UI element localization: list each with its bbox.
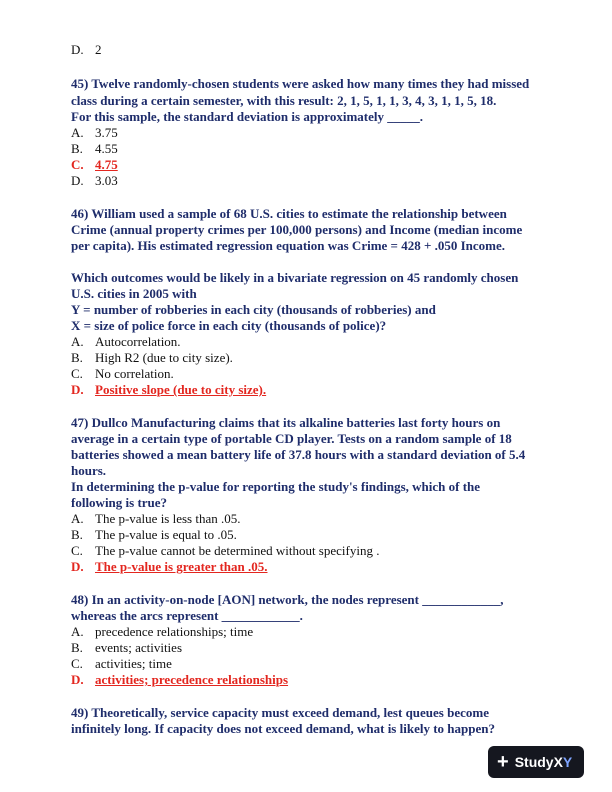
q45-stem-line: class during a certain semester, with this result: 2, 1, 5, 1, 1, 3, 4, 3, 1, 1, 5, 18. bbox=[71, 93, 497, 108]
q49-stem-line: infinitely long. If capacity does not exceed demand, what is likely to happen? bbox=[71, 721, 495, 736]
q46-stem-line: Crime (annual property crimes per 100,000 persons) and Income (median income bbox=[71, 222, 523, 237]
q45-option-d: D. 3.03 bbox=[71, 173, 118, 188]
q47-option-a: A. The p-value is less than .05. bbox=[71, 511, 241, 526]
q46-option-c: C. No correlation. bbox=[71, 366, 174, 381]
q45-option-b: B. 4.55 bbox=[71, 141, 118, 156]
q47-option-d-answer: D. The p-value is greater than .05. bbox=[71, 559, 268, 574]
q46-option-a: A. Autocorrelation. bbox=[71, 334, 181, 349]
q48-option-c: C. activities; time bbox=[71, 656, 172, 671]
plus-icon: + bbox=[497, 751, 509, 773]
q48-stem-line: 48) In an activity-on-node [AON] network, the nodes represent ____________, bbox=[71, 592, 504, 607]
q48-stem-line: whereas the arcs represent ____________. bbox=[71, 608, 303, 623]
q45-stem-line: For this sample, the standard deviation is approximately _____. bbox=[71, 109, 423, 124]
q47-stem-line: 47) Dullco Manufacturing claims that its alkaline batteries last forty hours on bbox=[71, 415, 501, 430]
studyxy-badge[interactable] bbox=[488, 746, 584, 778]
q46-option-b: B. High R2 (due to city size). bbox=[71, 350, 233, 365]
q47-option-c: C. The p-value cannot be determined without specifying . bbox=[71, 543, 380, 558]
q46-stem-line: U.S. cities in 2005 with bbox=[71, 286, 197, 301]
q48-option-a: A. precedence relationships; time bbox=[71, 624, 254, 639]
q47-stem-line: batteries showed a mean battery life of 37.8 hours with a standard deviation of 5.4 bbox=[71, 447, 526, 462]
q46-option-d-answer: D. Positive slope (due to city size). bbox=[71, 382, 267, 397]
q45-option-a: A. 3.75 bbox=[71, 125, 118, 140]
q46-stem-line: per capita). His estimated regression equation was Crime = 428 + .050 Income. bbox=[71, 238, 506, 253]
q47-stem-line: In determining the p-value for reporting the study's findings, which of the bbox=[71, 479, 481, 494]
q46-stem-line: X = size of police force in each city (thousands of police)? bbox=[71, 318, 387, 333]
q48-option-b: B. events; activities bbox=[71, 640, 183, 655]
q45-option-c-answer: C. 4.75 bbox=[71, 157, 118, 172]
q47-option-b: B. The p-value is equal to .05. bbox=[71, 527, 237, 542]
brand-name: StudyXY bbox=[514, 754, 573, 770]
q47-stem-line: hours. bbox=[71, 463, 107, 478]
q49-stem-line: 49) Theoretically, service capacity must exceed demand, lest queues become bbox=[71, 705, 489, 720]
q46-stem-line: Y = number of robberies in each city (thousands of robberies) and bbox=[71, 302, 436, 317]
q47-stem-line: following is true? bbox=[71, 495, 168, 510]
q48-option-d-answer: D. activities; precedence relationships bbox=[71, 672, 289, 687]
q47-stem-line: average in a certain type of portable CD player. Tests on a random sample of 18 bbox=[71, 431, 512, 446]
q44-option-d: D. 2 bbox=[71, 42, 102, 57]
q46-stem-line: Which outcomes would be likely in a bivariate regression on 45 randomly chosen bbox=[71, 270, 519, 285]
q46-stem-line: 46) William used a sample of 68 U.S. cities to estimate the relationship between bbox=[71, 206, 507, 221]
q45-stem-line: 45) Twelve randomly-chosen students were asked how many times they had missed bbox=[71, 76, 530, 91]
